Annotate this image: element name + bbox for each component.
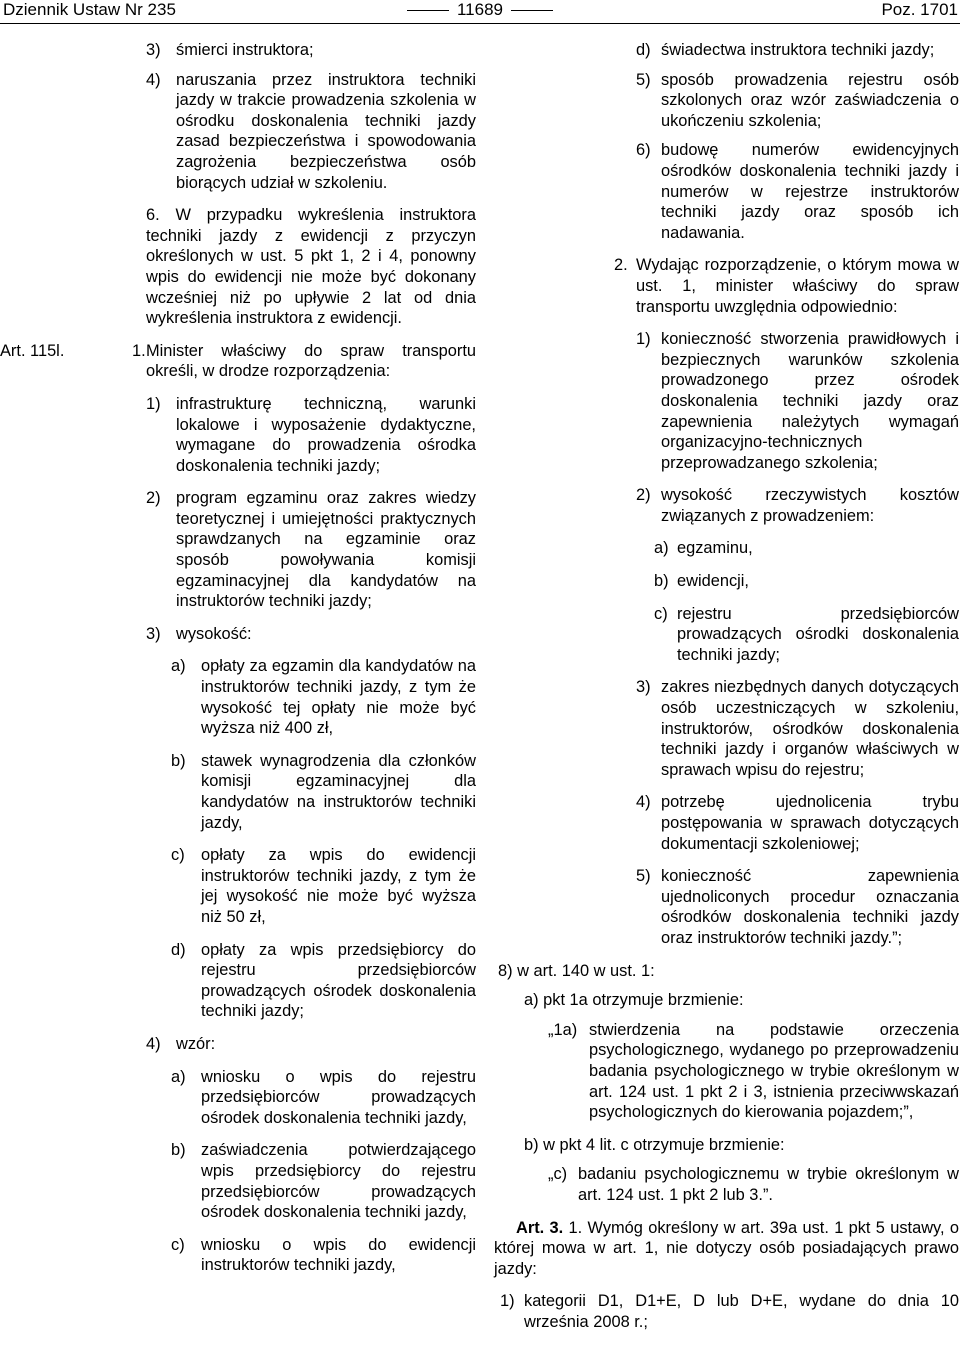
list-item: 5) konieczność zapewnienia ujednoliconych procedur oznaczania ośrodków doskonalenia techniki jazdy oraz instruktorów techniki jazdy.”; — [636, 867, 959, 947]
list-item: 5) sposób prowadzenia rejestru osób szkolonych oraz wzór zaświadczenia o ukończeniu szkolenia; — [636, 70, 959, 130]
journal-title: Dziennik Ustaw Nr 235 — [3, 0, 176, 19]
paragraph-2: 2. Wydając rozporządzenie, o którym mowa w ust. 1, minister właściwy do spraw transportu uwzględnia odpowiednio: — [614, 256, 959, 316]
list-item: 6) budowę numerów ewidencyjnych ośrodków doskonalenia techniki jazdy i numerów w rejestrze instruktorów techniki jazdy oraz sposób ich nadawania. — [636, 141, 959, 242]
list-item: 3) śmierci instruktora; — [146, 41, 314, 59]
sub-item: c) opłaty za wpis do ewidencji instruktorów techniki jazdy, z tym że jej wysokość nie może być wyższa niż 50 zł, — [171, 846, 476, 926]
list-item: 2) program egzaminu oraz zakres wiedzy teoretycznej i umiejętności praktycznych sprawdzanych na egzaminie oraz sposób powoływania komisji egzaminacyjnej dla kandydatów na instruktorów techniki jazdy; — [146, 489, 476, 611]
point-8a: a) pkt 1a otrzymuje brzmienie: — [524, 991, 744, 1010]
quoted-item: „c) badaniu psychologicznemu w trybie określonym w art. 124 ust. 1 pkt 2 lub 3.”. — [548, 1165, 959, 1204]
list-item: 1) kategorii D1, D1+E, D lub D+E, wydane do dnia 10 września 2008 r.; — [500, 1292, 959, 1331]
list-item: 1) konieczność stworzenia prawidłowych i bezpiecznych warunków szkolenia prowadzonego przez ośrodek doskonalenia techniki jazdy oraz zapewnienia należytych wymagań organizacyjno-technicznych przeprowadzanego szkolenia; — [636, 330, 959, 472]
quoted-item: „1a) stwierdzenia na podstawie orzeczenia psychologicznego, wydanego po przeprowadzeniu badania psychologicznego w trybie określonym w art. 124 ust. 1 pkt 2 i 3, istnienia przeciwwskazań psychologicznych do kierowania pojazdem;”, — [548, 1020, 959, 1122]
sub-item: d) opłaty za wpis przedsiębiorcy do rejestru przedsiębiorców prowadzących ośrodek doskonalenia techniki jazdy; — [171, 940, 476, 1021]
sub-item: b) stawek wynagrodzenia dla członków komisji egzaminacyjnej dla kandydatów na instruktorów techniki jazdy, — [171, 751, 476, 832]
list-item: 4) naruszania przez instruktora techniki jazdy w trakcie prowadzenia szkolenia w ośrodku doskonalenia techniki jazdy zasad bezpieczeństwa i spowodowania zagrożenia bezpieczeństwa osób biorących udział w szkoleniu. — [146, 70, 476, 192]
page-header — [0, 0, 960, 22]
sub-item: c) wniosku o wpis do ewidencji instruktorów techniki jazdy, — [171, 1235, 476, 1275]
list-item: 4) wzór: — [146, 1034, 216, 1053]
list-item: 3) wysokość: — [146, 624, 252, 643]
rule-right — [511, 10, 553, 11]
page-number: 11689 — [0, 0, 960, 20]
right-column — [494, 40, 959, 1332]
point-8b: b) w pkt 4 lit. c otrzymuje brzmienie: — [524, 1135, 785, 1154]
sub-item: a) opłaty za egzamin dla kandydatów na instruktorów techniki jazdy, z tym że wysokość tej opłaty nie może być wyższa niż 400 zł, — [171, 657, 476, 738]
list-item: 1) infrastrukturę techniczną, warunki lokalowe i wyposażenie dydaktyczne, wymagane do prowadzenia ośrodka doskonalenia techniki jazdy; — [146, 394, 476, 475]
sub-item: c) rejestru przedsiębiorców prowadzących ośrodki doskonalenia techniki jazdy; — [654, 604, 959, 664]
article-115l: Art. 115l. 1. Minister właściwy do spraw transportu określi, w drodze rozporządzenia: — [0, 341, 476, 381]
sub-item: d) świadectwa instruktora techniki jazdy; — [636, 41, 935, 59]
sub-item: a) wniosku o wpis do rejestru przedsiębiorców prowadzących ośrodek doskonalenia techniki jazdy, — [171, 1067, 476, 1127]
paragraph-6: 6. W przypadku wykreślenia instruktora techniki jazdy z ewidencji z przyczyn określonych w ust. 5 pkt 1, 2 i 4, ponowny wpis do ewidencji nie może być dokonany wcześniej niż po upływie 2 lat od dnia wykreślenia instruktora z ewidencji. — [146, 206, 476, 328]
sub-item: b) ewidencji, — [654, 572, 749, 591]
article-3: Art. 3. 1. Wymóg określony w art. 39a ust. 1 pkt 5 ustawy, o której mowa w art. 1, nie dotyczy osób posiadających prawo jazdy: — [494, 1218, 959, 1278]
header-rule — [0, 23, 960, 24]
sub-item: a) egzaminu, — [654, 539, 753, 558]
sub-item: b) zaświadczenia potwierdzającego wpis przedsiębiorcy do rejestru przedsiębiorców prowadzących ośrodek doskonalenia techniki jazdy, — [171, 1141, 476, 1222]
rule-left — [407, 10, 449, 11]
position-number: Poz. 1701 — [881, 0, 958, 19]
left-column — [0, 40, 476, 1276]
list-item: 3) zakres niezbędnych danych dotyczących osób uczestniczących w szkoleniu, instruktorów, ośrodków doskonalenia techniki jazdy i organów właściwych w sprawach wpisu do rejestru; — [636, 678, 959, 779]
point-8: 8) w art. 140 w ust. 1: — [498, 961, 655, 980]
list-item: 2) wysokość rzeczywistych kosztów związanych z prowadzeniem: — [636, 486, 959, 525]
list-item: 4) potrzebę ujednolicenia trybu postępowania w sprawach dotyczących dokumentacji szkoleniowej; — [636, 793, 959, 853]
